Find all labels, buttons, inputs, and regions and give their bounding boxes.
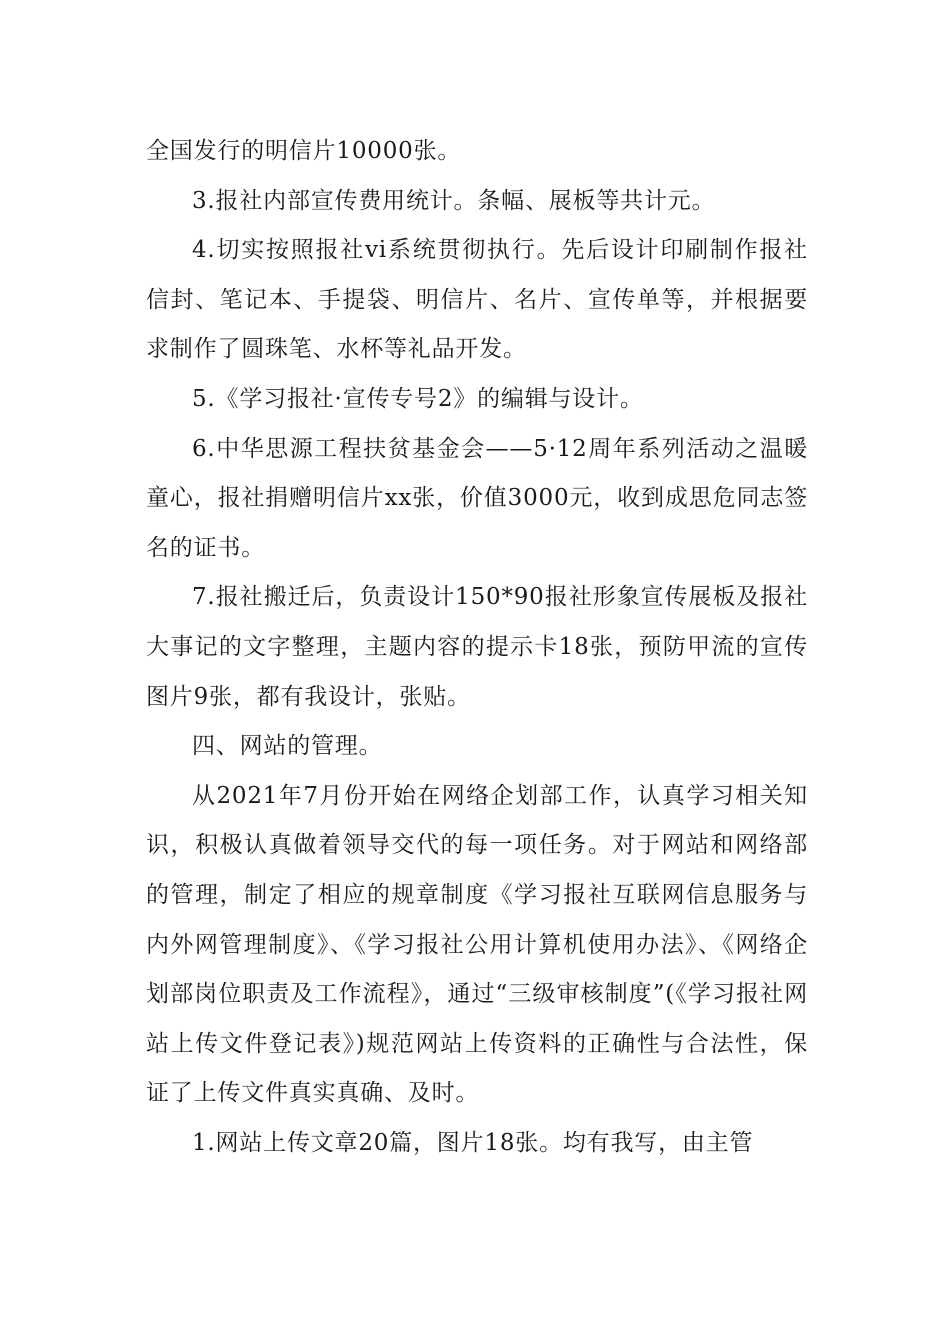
paragraph: 7.报社搬迁后，负责设计150*90报社形象宣传展板及报社大事记的文字整理，主题内容的提示卡18张，预防甲流的宣传图片9张，都有我设计，张贴。 [146,584,808,710]
paragraph: 全国发行的明信片10000张。 [146,138,462,164]
paragraph: 1.网站上传文章20篇，图片18张。均有我写，由主管 [192,1129,754,1156]
paragraph: 5.《学习报社·宣传专号2》的编辑与设计。 [192,385,644,412]
paragraph: 从2021年7月份开始在网络企划部工作，认真学习相关知识，积极认真做着领导交代的每一项任务。对于网站和网络部的管理，制定了相应的规章制度《学习报社互联网信息服务与内外网管理制度》、《学习报社公用计算机使用办法》、《网络企划部岗位职责及工作流程》，通过“三级审核制度”(《学习报社网站上传文件登记表》)规范网站上传资料的正确性与合法性，保证了上传文件真实真确、及时。 [146,782,808,1107]
paragraph: 4.切实按照报社vi系统贯彻执行。先后设计印刷制作报社信封、笔记本、手提袋、明信片、名片、宣传单等，并根据要求制作了圆珠笔、水杯等礼品开发。 [146,237,808,363]
document-body [146,127,808,1168]
section-heading: 四、网站的管理。 [192,733,383,760]
paragraph: 6.中华思源工程扶贫基金会——5·12周年系列活动之温暖童心，报社捐赠明信片xx张，价值3000元，收到成思危同志签名的证书。 [146,435,808,561]
paragraph: 3.报社内部宣传费用统计。条幅、展板等共计元。 [192,187,716,214]
